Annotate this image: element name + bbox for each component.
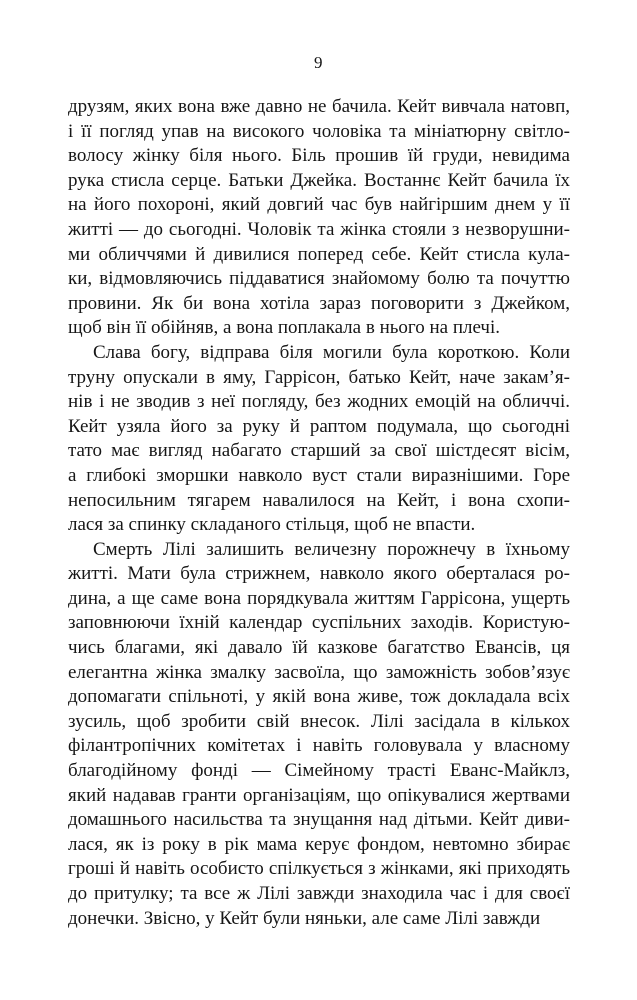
text-line: гроші й навіть особисто спілкується з жінками, які приходять <box>68 858 570 880</box>
text-line: Смерть Лілі залишить величезну порожнечу в їхньому <box>93 538 570 560</box>
text-line: Кейт узяла його за руку й раптом подумала, що сьогодні <box>68 415 570 437</box>
text-line: нів і не зводив з неї погляду, без жодних емоцій на обличчі. <box>68 391 570 413</box>
text-line: і її погляд упав на високого чоловіка та мініатюрну світло- <box>68 120 570 142</box>
text-line: ки, відмовляючись піддаватися знайомому болю та почуттю <box>68 268 570 290</box>
text-line: дина, а ще саме вона порядкувала життям Гаррісона, ущерть <box>68 587 570 609</box>
paragraph <box>68 538 570 932</box>
text-line: лася, як із року в рік мама керує фондом, невтомно збирає <box>68 833 570 855</box>
text-line: друзям, яких вона вже давно не бачила. Кейт вивчала натовп, <box>68 96 570 117</box>
text-line: зусиль, щоб зробити свій внесок. Лілі засідала в кількох <box>68 710 570 732</box>
text-line: допомагати спільноті, у якій вона живе, тож докладала всіх <box>68 686 570 708</box>
paragraph <box>68 341 570 538</box>
text-line: лася за спинку складаного стільця, щоб не впасти. <box>68 514 476 536</box>
text-line: філантропічних комітетах і навіть головувала у власному <box>68 735 570 757</box>
text-line: труну опускали в яму, Гаррісон, батько Кейт, наче закам’я- <box>68 366 570 388</box>
text-line: щоб він її обійняв, а вона поплакала в нього на плечі. <box>68 317 501 339</box>
text-line: елегантна жінка змалку засвоїла, що заможність зобов’язує <box>68 661 570 683</box>
text-line: ми обличчями й дивилися поперед себе. Кейт стисла кула- <box>68 243 570 265</box>
text-line: непосильним тягарем навалилося на Кейт, і вона схопи- <box>68 489 570 511</box>
text-line: який надавав гранти організаціям, що опікувалися жертвами <box>68 784 570 806</box>
text-line: домашнього насильства та знущання над дітьми. Кейт диви- <box>68 809 570 831</box>
text-line: волосу жінку біля нього. Біль прошив їй груди, невидима <box>68 145 570 167</box>
text-line: а глибокі зморшки навколо вуст стали виразнішими. Горе <box>68 464 570 486</box>
text-line: житті — до сьогодні. Чоловік та жінка стояли з незворушни- <box>68 218 570 240</box>
paragraph <box>68 95 570 341</box>
text-line: провини. Як би вона хотіла зараз поговорити з Джейком, <box>68 292 570 314</box>
page-text <box>68 95 570 931</box>
text-line: благодійному фонді — Сімейному трасті Еванс-Майклз, <box>68 760 570 782</box>
text-line: житті. Мати була стрижнем, навколо якого оберталася ро- <box>68 563 570 585</box>
page-number: 9 <box>314 53 323 72</box>
text-line: рука стисла серце. Батьки Джейка. Востаннє Кейт бачила їх <box>68 169 570 191</box>
text-line: донечки. Звісно, у Кейт були няньки, але саме Лілі завжди <box>68 907 541 929</box>
text-line: тато має вигляд набагато старший за свої шістдесят вісім, <box>68 440 570 462</box>
text-line: Слава богу, відправа біля могили була короткою. Коли <box>93 341 570 363</box>
text-line: чись благами, які давало їй казкове багатство Евансів, ця <box>68 637 570 659</box>
text-line: на його похороні, який довгий час був найгіршим днем у її <box>68 194 570 216</box>
text-line: заповнюючи їхній календар суспільних заходів. Користую- <box>68 612 570 634</box>
text-line: до притулку; та все ж Лілі завжди знаходила час і для своєї <box>68 883 570 904</box>
